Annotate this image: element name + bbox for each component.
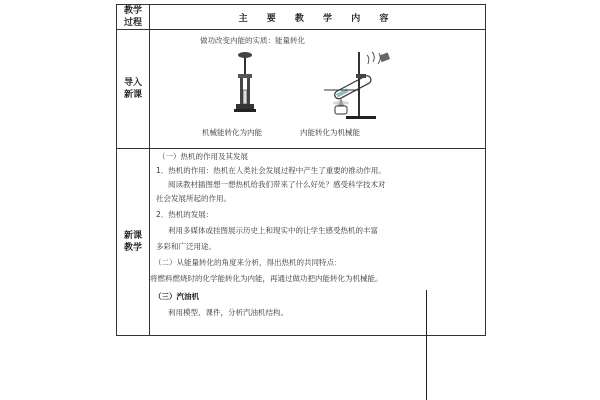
steam-test-tube-illustration: [318, 46, 398, 124]
intro-cell: [150, 30, 486, 149]
lesson-row: [117, 149, 486, 336]
lesson-cell: [150, 149, 486, 336]
lesson-line: 社会发展所起的作用。: [156, 194, 231, 203]
lesson-label-line2: 教学: [123, 243, 142, 253]
lesson-line: （二）从能量转化的角度来分析，得出热机的共同特点：: [154, 258, 342, 267]
header-row: [117, 5, 486, 30]
process-label: [117, 5, 150, 30]
intro-label: [117, 30, 150, 149]
lesson-line: 利用多媒体或挂图展示历史上和现实中的让学生感受热机的丰富: [168, 226, 378, 235]
lesson-line: 2．热机的发展：: [156, 210, 214, 219]
lesson-line: 利用模型、课件，分析汽油机结构。: [168, 308, 288, 317]
lesson-heading-gasoline-engine: （三）汽油机: [154, 292, 199, 301]
energy-essence-text: 做功改变内能的实质：能量转化: [200, 36, 305, 45]
lesson-label: [117, 149, 150, 336]
process-label-line1: 教学: [123, 6, 142, 16]
lesson-line: 将燃料燃烧时的化学能转化为内能，再通过做功把内能转化为机械能。: [150, 274, 383, 283]
lesson-line: 多彩和广泛用途。: [156, 242, 216, 251]
lesson-plan-table: [116, 4, 486, 336]
intro-label-line1: 导入: [123, 78, 142, 88]
caption-mechanical-to-internal: 机械能转化为内能: [202, 128, 262, 137]
fire-piston-illustration: [230, 50, 260, 118]
process-label-line2: 过程: [123, 18, 142, 28]
intro-row: [117, 30, 486, 149]
lesson-line: 1．热机的作用：热机在人类社会发展过程中产生了重要的推动作用。: [156, 166, 386, 175]
content-title: 主 要 教 学 内 容: [150, 5, 486, 30]
caption-internal-to-mechanical: 内能转化为机械能: [300, 128, 360, 137]
lesson-label-line1: 新课: [123, 231, 142, 241]
intro-label-line2: 新课: [123, 90, 142, 100]
margin-rule: [426, 290, 427, 400]
lesson-line: 阅读教材插图想一想热机给我们带来了什么好处？感受科学技术对: [168, 180, 386, 189]
lesson-line: （一）热机的作用及其发展: [158, 152, 248, 161]
